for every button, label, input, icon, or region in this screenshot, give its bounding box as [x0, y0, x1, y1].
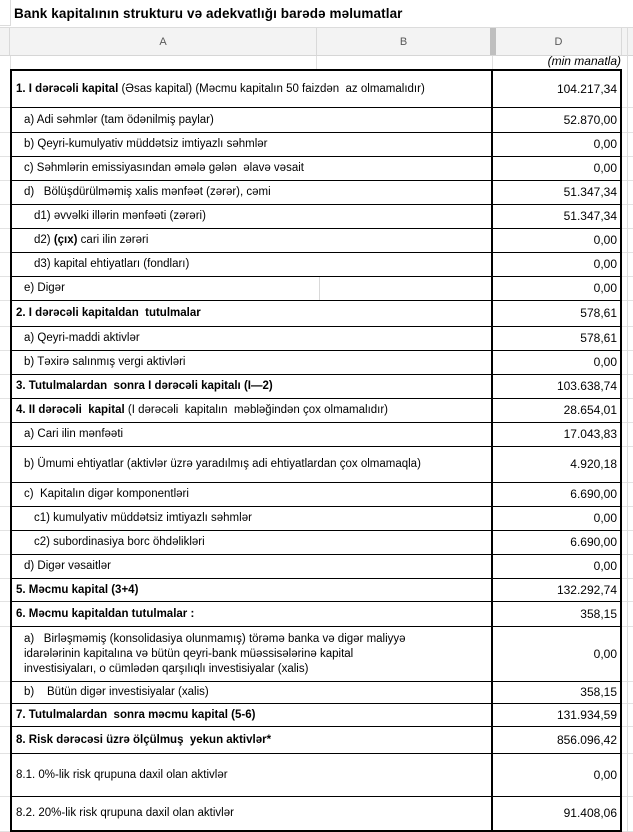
row-1a-value[interactable]: 52.870,00 [493, 108, 622, 133]
title-bar [0, 0, 633, 27]
table-row [0, 205, 633, 229]
table-row [0, 627, 633, 682]
row-1d1-text: d1) əvvəlki illərin mənfəəti (zərəri) [34, 210, 206, 222]
gridline-strip-left [0, 301, 10, 327]
row-2a-label[interactable] [10, 327, 493, 351]
column-header-row [0, 27, 633, 56]
row-2b-label[interactable] [10, 351, 493, 375]
sheet-gridline-vertical [627, 28, 628, 832]
table-row [0, 108, 633, 133]
table-row [0, 555, 633, 579]
gridline-strip-left [0, 133, 10, 157]
row-4c2-label[interactable] [10, 531, 493, 555]
row-4a-text: a) Cari ilin mənfəəti [24, 428, 124, 440]
capital-structure-table [0, 69, 633, 832]
table-row [0, 133, 633, 157]
gridline-strip-left [0, 704, 10, 727]
sheet-gridline-horizontal [0, 25, 11, 26]
gridline-strip-left [0, 754, 10, 797]
row-6a-label[interactable] [10, 627, 493, 682]
row-2b-value[interactable]: 0,00 [493, 351, 622, 375]
row-8-value[interactable]: 856.096,42 [493, 727, 622, 754]
row-1d3-label[interactable] [10, 253, 493, 277]
row-1d2-label[interactable] [10, 229, 493, 253]
table-row [0, 682, 633, 704]
cell-empty[interactable] [10, 56, 317, 69]
column-header-spacer [0, 28, 10, 55]
row-3-text: 3. Tutulmalardan sonra I dərəcəli kapitalı (I—2) [16, 380, 273, 392]
table-row [0, 327, 633, 351]
gridline-strip-left [0, 627, 10, 682]
row-1a-text: a) Adi səhmlər (tam ödənilmiş paylar) [24, 113, 214, 126]
row-5-label[interactable] [10, 579, 493, 602]
row-1c-value[interactable]: 0,00 [493, 157, 622, 181]
table-row [0, 157, 633, 181]
row-6b-label[interactable] [10, 682, 493, 704]
row-6b-value[interactable]: 358,15 [493, 682, 622, 704]
table-row [0, 301, 633, 327]
table-row [0, 507, 633, 531]
row-4-label[interactable] [10, 399, 493, 423]
unit-note-cell[interactable] [493, 56, 622, 69]
row-6-label[interactable] [10, 602, 493, 627]
row-6-value[interactable]: 358,15 [493, 602, 622, 627]
table-row [0, 375, 633, 399]
table-row [0, 797, 633, 832]
gridline-strip-left [0, 108, 10, 133]
row-4c2-value[interactable]: 6.690,00 [493, 531, 622, 555]
row-1e-text: e) Digər [24, 282, 65, 294]
row-5-value[interactable]: 132.292,74 [493, 579, 622, 602]
table-row [0, 69, 633, 108]
row-4c-label[interactable] [10, 483, 493, 507]
row-2-label[interactable] [10, 301, 493, 327]
row-8-2-label[interactable] [10, 797, 493, 832]
gridline-strip-left [0, 375, 10, 399]
row-2-value[interactable]: 578,61 [493, 301, 622, 327]
row-4b-value[interactable]: 4.920,18 [493, 447, 622, 483]
column-header-b[interactable]: B [399, 35, 408, 48]
table-row [0, 579, 633, 602]
row-2a-value[interactable]: 578,61 [493, 327, 622, 351]
row-4d-label[interactable] [10, 555, 493, 579]
gridline-strip-left [0, 69, 10, 108]
column-header-a[interactable]: A [10, 28, 317, 55]
gridline-strip-left [0, 229, 10, 253]
row-1b-text: b) Qeyri-kumulyativ müddətsiz imtiyazlı səhmlər [24, 138, 268, 150]
row-2-text: 2. I dərəcəli kapitaldan tutulmalar [16, 307, 201, 319]
row-6a-text: a) Birləşməmiş (konsolidasiya olunmamış) törəmə banka və digər maliyyə idarələrinin kapitalına və bütün qeyri-bank müəssisələrinə kapital investisiyaları, o cümlədən qarşılıqlı investisiyalar (xalis) [24, 632, 409, 675]
table-row [0, 727, 633, 754]
row-1e-value[interactable]: 0,00 [493, 277, 622, 301]
row-1d-value[interactable]: 51.347,34 [493, 181, 622, 205]
gridline-strip-left [0, 157, 10, 181]
row-4-value[interactable]: 28.654,01 [493, 399, 622, 423]
gridline-strip-left [0, 253, 10, 277]
gridline-strip-left [0, 531, 10, 555]
table-row [0, 531, 633, 555]
row-6a-value[interactable]: 0,00 [493, 627, 622, 682]
row-4c2-text: c2) subordinasiya borc öhdəlikləri [34, 536, 205, 548]
table-row [0, 447, 633, 483]
column-header-d[interactable]: D [496, 28, 622, 55]
row-4b-label[interactable] [10, 447, 493, 483]
row-1a-label[interactable] [10, 108, 493, 133]
gridline-strip-left [0, 555, 10, 579]
row-4c-text: c) Kapitalın digər komponentləri [24, 488, 189, 500]
row-1-label[interactable] [10, 69, 493, 108]
row-2a-text: a) Qeyri-maddi aktivlər [24, 332, 140, 344]
table-row [0, 277, 633, 301]
row-4a-label[interactable] [10, 423, 493, 447]
row-5-text: 5. Məcmu kapital (3+4) [16, 583, 139, 596]
row-7-label[interactable] [10, 704, 493, 727]
gridline-strip-left [0, 483, 10, 507]
gridline-strip-left [0, 399, 10, 423]
table-row [0, 602, 633, 627]
gridline-strip-left [0, 351, 10, 375]
gridline-strip-left [0, 327, 10, 351]
row-3-value[interactable]: 103.638,74 [493, 375, 622, 399]
gridline-strip-left [0, 181, 10, 205]
row-6b-text: b) Bütün digər investisiyalar (xalis) [24, 686, 209, 698]
gridline-strip-left [0, 507, 10, 531]
row-4d-value[interactable]: 0,00 [493, 555, 622, 579]
table-row [0, 399, 633, 423]
row-4b-text: b) Ümumi ehtiyatlar (aktivlər üzrə yaradılmış adi ehtiyatlardan çox olmamaqla) [24, 458, 421, 470]
table-row [0, 181, 633, 205]
gridline-strip-left [0, 602, 10, 627]
row-1-value[interactable]: 104.217,34 [493, 69, 622, 108]
unit-note-row [0, 56, 633, 69]
row-4d-text: d) Digər vəsaitlər [24, 560, 111, 572]
gridline-strip-left [0, 423, 10, 447]
row-8-2-value[interactable]: 91.408,06 [493, 797, 622, 832]
table-row [0, 229, 633, 253]
page-title: Bank kapitalının strukturu və adekvatlığı barədə məlumatlar [14, 6, 403, 21]
cell-divider [319, 277, 320, 300]
row-1d3-value[interactable]: 0,00 [493, 253, 622, 277]
row-1e-label[interactable] [10, 277, 493, 301]
row-1d3-text: d3) kapital ehtiyatları (fondları) [34, 258, 190, 270]
row-8-1-label[interactable] [10, 754, 493, 797]
row-7-text: 7. Tutulmalardan sonra məcmu kapital (5-6) [16, 708, 256, 721]
row-1d1-label[interactable] [10, 205, 493, 229]
row-8-1-text: 8.1. 0%-lik risk qrupuna daxil olan aktivlər [16, 768, 228, 781]
gridline-strip-left [0, 205, 10, 229]
table-row [0, 754, 633, 797]
row-4c1-label[interactable] [10, 507, 493, 531]
gridline-strip-left [0, 727, 10, 754]
row-1c-label[interactable] [10, 157, 493, 181]
row-4c-value[interactable]: 6.690,00 [493, 483, 622, 507]
row-4a-value[interactable]: 17.043,83 [493, 423, 622, 447]
row-4c1-value[interactable]: 0,00 [493, 507, 622, 531]
row-8-1-value[interactable]: 0,00 [493, 754, 622, 797]
row-1d-label[interactable] [10, 181, 493, 205]
row-3-label[interactable] [10, 375, 493, 399]
gridline-strip-left [0, 682, 10, 704]
unit-note: (min manatla) [547, 56, 621, 68]
gridline-strip-left [0, 797, 10, 832]
row-8-text: 8. Risk dərəcəsi üzrə ölçülmuş yekun aktivlər* [16, 733, 272, 746]
table-row [0, 351, 633, 375]
gridline-strip-left [0, 447, 10, 483]
row-1d2-value[interactable]: 0,00 [493, 229, 622, 253]
gridline-strip-left [0, 56, 10, 69]
row-1-text: 1. I dərəcəli kapital (Əsas kapital) (Məcmu kapitalın 50 faizdən az olmamalıdır) [16, 82, 425, 95]
table-row [0, 483, 633, 507]
cell-empty[interactable] [317, 56, 493, 69]
row-4c1-text: c1) kumulyativ müddətsiz imtiyazlı səhmlər [34, 512, 252, 524]
row-6-text: 6. Məcmu kapitaldan tutulmalar : [16, 607, 195, 620]
sheet-gridline-vertical [10, 0, 11, 26]
row-4-text: 4. II dərəcəli kapital (I dərəcəli kapitalın məbləğindən çox olmamalıdır) [16, 404, 389, 416]
row-7-value[interactable]: 131.934,59 [493, 704, 622, 727]
row-1b-label[interactable] [10, 133, 493, 157]
table-row [0, 253, 633, 277]
table-row [0, 423, 633, 447]
row-1d2-text: d2) (çıx) cari ilin zərəri [34, 234, 149, 246]
row-8-label[interactable] [10, 727, 493, 754]
table-row [0, 704, 633, 727]
row-1b-value[interactable]: 0,00 [493, 133, 622, 157]
row-1d1-value[interactable]: 51.347,34 [493, 205, 622, 229]
gridline-strip-left [0, 277, 10, 301]
row-2b-text: b) Təxirə salınmış vergi aktivləri [24, 356, 186, 368]
row-1c-text: c) Səhmlərin emissiyasından əmələ gələn əlavə vəsait [24, 162, 304, 174]
row-8-2-text: 8.2. 20%-lik risk qrupuna daxil olan aktivlər [16, 807, 234, 819]
row-1d-text: d) Bölüşdürülməmiş xalis mənfəət (zərər), cəmi [24, 186, 271, 198]
gridline-strip-left [0, 579, 10, 602]
